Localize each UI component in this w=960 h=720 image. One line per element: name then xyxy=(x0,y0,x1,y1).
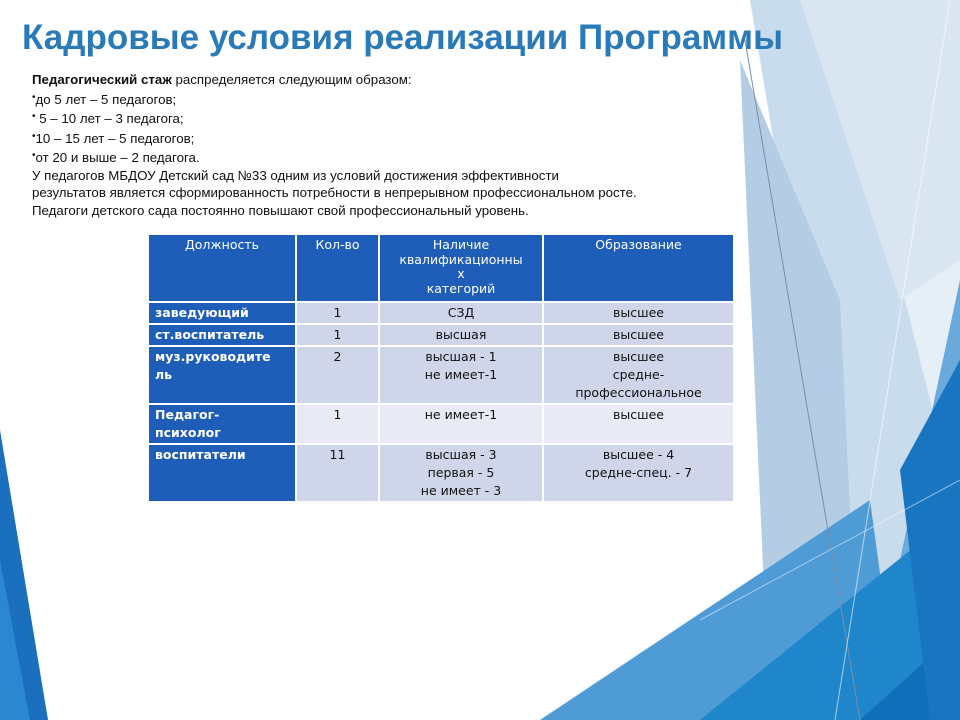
staff-table xyxy=(147,233,735,503)
bullet-icon: • xyxy=(32,111,36,122)
cell-qualification xyxy=(379,404,543,444)
bullet-icon: • xyxy=(32,130,36,142)
cell-line: не имеет-1 xyxy=(424,407,498,422)
bullet-text: 5 – 10 лет – 3 педагога; xyxy=(35,111,184,126)
cell-line: муз.руководите xyxy=(155,349,271,364)
cell-position xyxy=(148,346,296,404)
paragraph-line: Педагоги детского сада постоянно повышают свой профессиональный уровень. xyxy=(32,202,529,218)
cell-position xyxy=(148,444,296,502)
cell-qualification xyxy=(379,302,543,324)
header-position: Должность xyxy=(148,234,296,302)
cell-line: психолог xyxy=(155,425,221,440)
cell-line: высшая - 3 xyxy=(425,447,497,462)
cell-line: воспитатели xyxy=(155,447,246,462)
cell-qualification xyxy=(379,324,543,346)
cell-line: заведующий xyxy=(155,305,249,320)
cell-line: Педагог- xyxy=(155,407,220,422)
header-line: категорий xyxy=(426,280,496,296)
cell-line: высшая - 1 xyxy=(425,349,497,364)
cell-education xyxy=(543,346,734,404)
header-line: х xyxy=(457,266,465,281)
cell-line: ль xyxy=(155,367,173,382)
table-row xyxy=(148,302,734,324)
cell-line: профессиональное xyxy=(575,385,702,400)
cell-line: СЗД xyxy=(447,305,475,320)
paragraph-line: результатов является сформированность потребности в непрерывном профессиональном росте. xyxy=(32,185,637,200)
cell-line: средне- xyxy=(612,367,665,382)
cell-line: высшая xyxy=(435,327,487,342)
cell-education xyxy=(543,302,734,324)
cell-line: высшее xyxy=(613,349,664,364)
cell-line: ст.воспитатель xyxy=(155,327,265,342)
cell-line: средне-спец. - 7 xyxy=(584,465,693,480)
cell-education xyxy=(543,324,734,346)
cell-position xyxy=(148,302,296,324)
bullet-icon: • xyxy=(32,91,36,103)
bullet-item xyxy=(32,108,772,128)
table-row xyxy=(148,404,734,444)
cell-position xyxy=(148,404,296,444)
bullet-text: 10 – 15 лет – 5 педагогов; xyxy=(35,130,195,146)
cell-education xyxy=(543,404,734,444)
bullet-item xyxy=(32,128,772,148)
experience-lead-bold: Педагогический стаж xyxy=(32,72,172,87)
experience-lead-rest: распределяется следующим образом: xyxy=(171,72,412,87)
paragraph-line: У педагогов МБДОУ Детский сад №33 одним из условий достижения эффективности xyxy=(32,167,559,183)
table-header-row xyxy=(148,234,734,302)
cell-position xyxy=(148,324,296,346)
cell-line: высшее xyxy=(613,407,664,422)
cell-count: 11 xyxy=(296,444,379,502)
cell-count: 1 xyxy=(296,324,379,346)
cell-count: 2 xyxy=(296,346,379,404)
cell-line: высшее xyxy=(613,327,664,342)
bullet-icon: • xyxy=(32,150,36,161)
cell-line: не имеет - 3 xyxy=(420,483,502,498)
cell-line: высшее - 4 xyxy=(602,447,675,462)
table-row xyxy=(148,444,734,502)
cell-qualification xyxy=(379,346,543,404)
table-row xyxy=(148,324,734,346)
table-row xyxy=(148,346,734,404)
bullet-item xyxy=(32,89,772,109)
cell-education xyxy=(543,444,734,502)
bullet-item xyxy=(32,147,772,167)
cell-line: не имеет-1 xyxy=(424,367,498,382)
header-qualification xyxy=(379,234,543,302)
intro-text xyxy=(32,71,772,219)
cell-line: высшее xyxy=(613,305,664,320)
cell-count: 1 xyxy=(296,404,379,444)
header-education: Образование xyxy=(543,234,734,302)
header-line: квалификационны xyxy=(399,251,523,267)
cell-line: первая - 5 xyxy=(427,465,495,480)
page-title: Кадровые условия реализации Программы xyxy=(22,18,783,57)
cell-count: 1 xyxy=(296,302,379,324)
cell-qualification xyxy=(379,444,543,502)
header-count: Кол-во xyxy=(296,234,379,302)
header-line: Наличие xyxy=(432,237,490,252)
experience-lead xyxy=(32,71,772,89)
bullet-text: от 20 и выше – 2 педагога. xyxy=(35,150,200,165)
bullet-text: до 5 лет – 5 педагогов; xyxy=(35,91,177,107)
